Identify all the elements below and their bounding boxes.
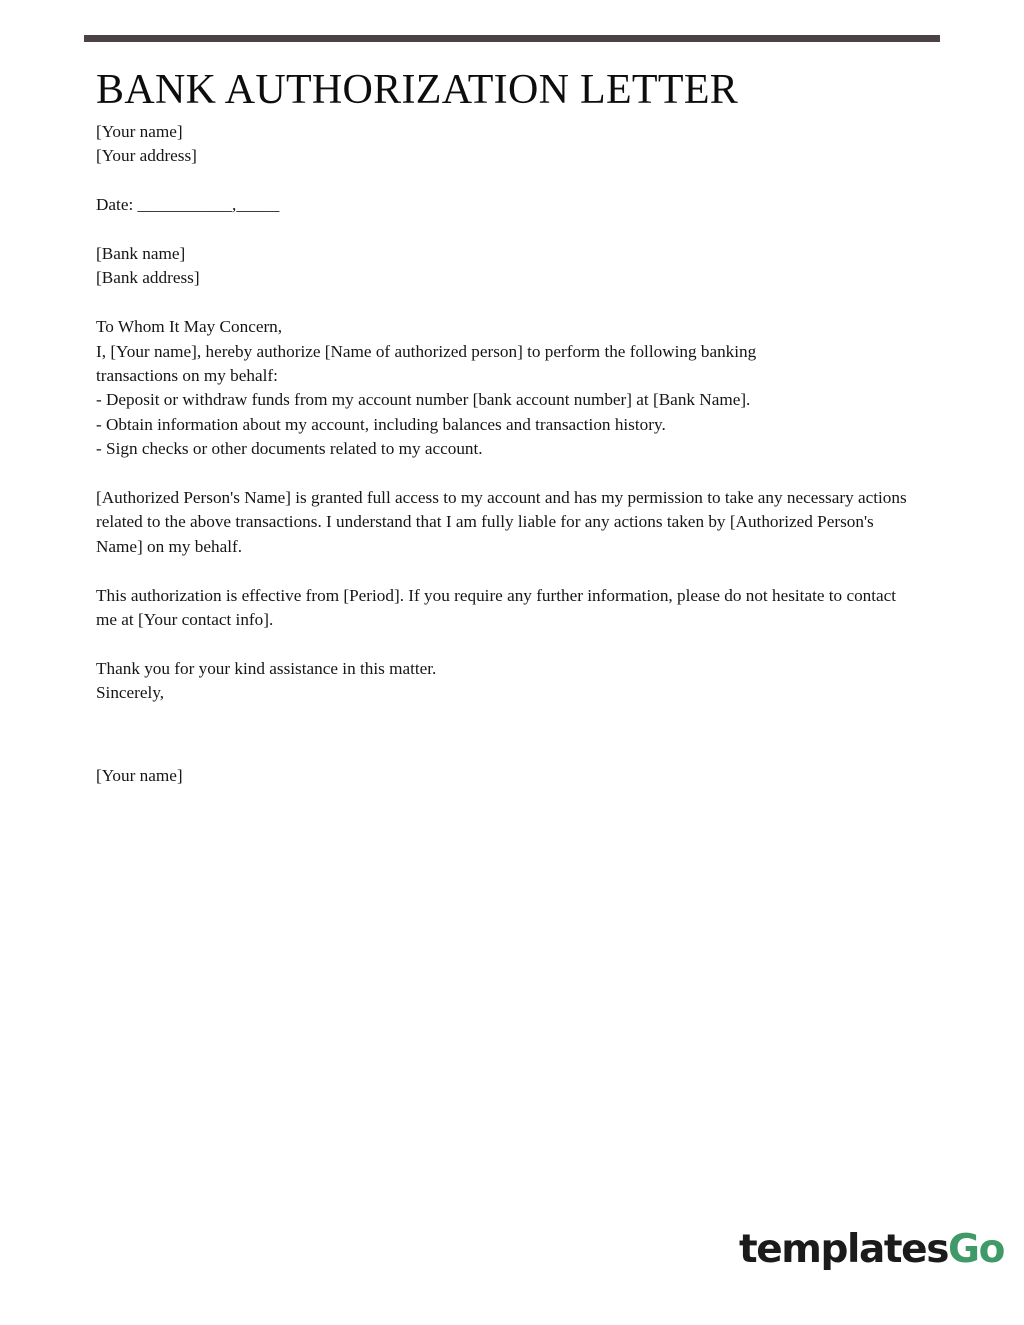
- list-item: - Deposit or withdraw funds from my account number [bank account number] at [Bank Name].: [96, 390, 751, 410]
- signature-space: [96, 706, 914, 764]
- intro-line-2: transactions on my behalf:: [96, 366, 278, 386]
- paragraph-access-grant: [Authorized Person's Name] is granted full access to my account and has my permission to take any necessary actions related to the above transactions. I understand that I am fully liable for any actions taken by [Authorized Person's Name] on my behalf.: [96, 488, 907, 556]
- spacer-after-sender: [96, 169, 914, 193]
- bank-address: [Bank address]: [96, 268, 200, 288]
- templatesgo-logo: [739, 1228, 1004, 1272]
- spacer-before-effective-paragraph: [96, 559, 914, 583]
- page-title: BANK AUTHORIZATION LETTER: [96, 67, 739, 113]
- signature-name: [Your name]: [96, 765, 183, 785]
- closing-salutation: Sincerely,: [96, 683, 165, 703]
- date-line: Date: ___________,_____: [96, 195, 280, 215]
- salutation-block: [96, 315, 914, 461]
- list-item: - Obtain information about my account, including balances and transaction history.: [96, 414, 666, 434]
- spacer-before-access-paragraph: [96, 462, 914, 486]
- bank-name: [Bank name]: [96, 244, 186, 263]
- paragraph-effective-period: This authorization is effective from [Period]. If you require any further information, please do not hesitate to contact me at [Your contact info].: [96, 585, 897, 630]
- recipient-block: [96, 242, 914, 291]
- sender-name: [Your name]: [96, 122, 183, 141]
- list-item: - Sign checks or other documents related to my account.: [96, 439, 483, 459]
- sender-block: [96, 120, 914, 169]
- spacer-before-closing: [96, 632, 914, 656]
- logo-accent-text: Go: [948, 1227, 1005, 1272]
- intro-line-1: I, [Your name], hereby authorize [Name of authorized person] to perform the following banking: [96, 341, 757, 361]
- spacer-after-date: [96, 218, 914, 242]
- signature-block: [96, 764, 914, 788]
- closing-block: [96, 657, 914, 706]
- sender-address: [Your address]: [96, 146, 197, 166]
- letter-body: [96, 66, 914, 788]
- salutation: To Whom It May Concern,: [96, 317, 283, 337]
- spacer-after-recipient: [96, 291, 914, 315]
- logo-primary-text: templates: [739, 1227, 949, 1272]
- date-block: [96, 193, 914, 217]
- header-rule: [84, 35, 940, 42]
- thanks-line: Thank you for your kind assistance in this matter.: [96, 658, 437, 678]
